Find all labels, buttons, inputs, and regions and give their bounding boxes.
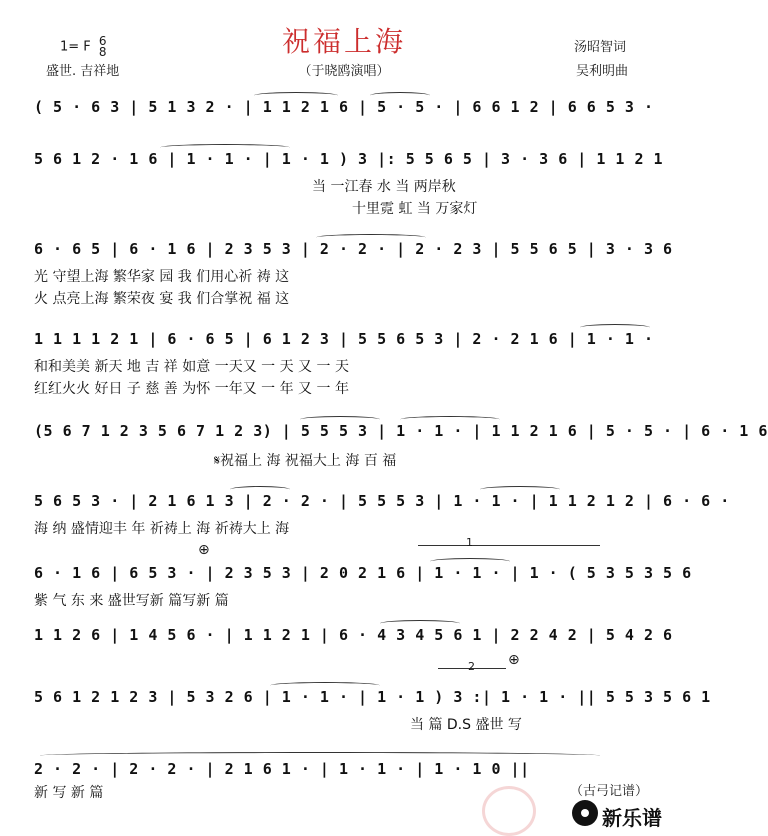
singer-credit: （于晓鸥演唱） bbox=[298, 64, 390, 79]
score-line-8: 1 1 2 6 | 1 4 5 6 · | 1 1 2 1 | 6 · 4 3 4 5 6 1 | 2 2 4 2 | 5 4 2 6 bbox=[34, 626, 673, 644]
slur bbox=[380, 620, 460, 627]
key-signature bbox=[60, 36, 107, 58]
score-line-2: 5 6 1 2 · 1 6 | 1 · 1 · | 1 · 1 ) 3 |: 5 5 6 5 | 3 · 3 6 | 1 1 2 1 bbox=[34, 150, 664, 168]
slur bbox=[430, 558, 510, 565]
lyric-line-3b: 火 点亮上海 繁荣夜 宴 我 们合掌祝 福 这 bbox=[34, 291, 290, 307]
slur bbox=[480, 486, 560, 493]
score-line-9: 5 6 1 2 1 2 3 | 5 3 2 6 | 1 · 1 · | 1 · 1 ) 3 :| 1 · 1 · || 5 5 3 5 6 1 bbox=[34, 688, 711, 706]
slur bbox=[40, 752, 600, 759]
slur bbox=[316, 234, 426, 241]
slur bbox=[230, 486, 290, 493]
score-line-7: 6 · 1 6 | 6 5 3 · | 2 3 5 3 | 2 0 2 1 6 | 1 · 1 · | 1 · ( 5 3 5 3 5 6 bbox=[34, 564, 692, 582]
meter-bottom: 8 bbox=[98, 45, 107, 59]
key-text: 1= F bbox=[60, 39, 91, 55]
lyric-line-9: 当 篇 D.S 盛世 写 bbox=[410, 717, 522, 733]
time-signature bbox=[99, 36, 107, 58]
song-title: 祝福上海 bbox=[281, 25, 406, 58]
record-icon bbox=[572, 800, 598, 826]
volta-1-bracket bbox=[418, 545, 600, 546]
slur bbox=[270, 682, 380, 689]
lyric-line-2a: 当 一江春 水 当 两岸秋 bbox=[312, 179, 456, 195]
watermark-emblem bbox=[482, 786, 536, 836]
score-line-3: 6 · 6 5 | 6 · 1 6 | 2 3 5 3 | 2 · 2 · | 2 · 2 3 | 5 5 6 5 | 3 · 3 6 bbox=[34, 240, 673, 258]
score-line-6: 5 6 5 3 · | 2 1 6 1 3 | 2 · 2 · | 5 5 5 3 | 1 · 1 · | 1 1 2 1 2 | 6 · 6 · bbox=[34, 492, 730, 510]
score-line-5: (5 6 7 1 2 3 5 6 7 1 2 3) | 5 5 5 3 | 1 · 1 · | 1 1 2 1 6 | 5 · 5 · | 6 · 1 6 bbox=[34, 422, 768, 440]
score-line-4: 1 1 1 1 2 1 | 6 · 6 5 | 6 1 2 3 | 5 5 6 5 3 | 2 · 2 1 6 | 1 · 1 · bbox=[34, 330, 654, 348]
coda-sign: ⊕ bbox=[198, 542, 210, 558]
lyric-line-5: 𝄋祝福上 海 祝福大上 海 百 福 bbox=[214, 453, 397, 469]
recorder-credit: （古弓记谱） bbox=[570, 784, 649, 799]
album-name: 盛世. 吉祥地 bbox=[46, 64, 120, 79]
logo-text: 新乐谱 bbox=[602, 806, 662, 830]
composer-credit: 吴利明曲 bbox=[576, 64, 629, 79]
lyric-line-6: 海 纳 盛情迎丰 年 祈祷上 海 祈祷大上 海 bbox=[34, 521, 290, 537]
slur bbox=[300, 416, 380, 423]
lyric-line-7: 紫 气 东 来 盛世写新 篇写新 篇 bbox=[34, 593, 229, 609]
slur bbox=[370, 92, 430, 99]
volta-1-label: 1 bbox=[466, 536, 473, 549]
coda-sign: ⊕ bbox=[508, 652, 520, 668]
lyric-line-3a: 光 守望上海 繁华家 园 我 们用心祈 祷 这 bbox=[34, 269, 290, 285]
lyric-line-2b: 十里霓 虹 当 万家灯 bbox=[352, 201, 478, 217]
slur bbox=[160, 144, 290, 151]
site-logo bbox=[572, 796, 684, 832]
slur bbox=[254, 92, 338, 99]
lyricist-credit: 汤昭智词 bbox=[574, 40, 627, 55]
meter-top: 6 bbox=[98, 34, 107, 48]
slur bbox=[580, 324, 650, 331]
score-line-1: ( 5 · 6 3 | 5 1 3 2 · | 1 1 2 1 6 | 5 · 5 · | 6 6 1 2 | 6 6 5 3 · bbox=[34, 98, 654, 116]
lyric-line-4b: 红红火火 好日 子 慈 善 为怀 一年又 一 年 又 一 年 bbox=[34, 381, 349, 397]
slur bbox=[400, 416, 500, 423]
lyric-line-10: 新 写 新 篇 bbox=[34, 785, 104, 801]
volta-2-label: 2 bbox=[468, 660, 475, 673]
lyric-line-4a: 和和美美 新天 地 吉 祥 如意 一天又 一 天 又 一 天 bbox=[34, 359, 349, 375]
score-line-10: 2 · 2 · | 2 · 2 · | 2 1 6 1 · | 1 · 1 · | 1 · 1 0 || bbox=[34, 760, 530, 778]
